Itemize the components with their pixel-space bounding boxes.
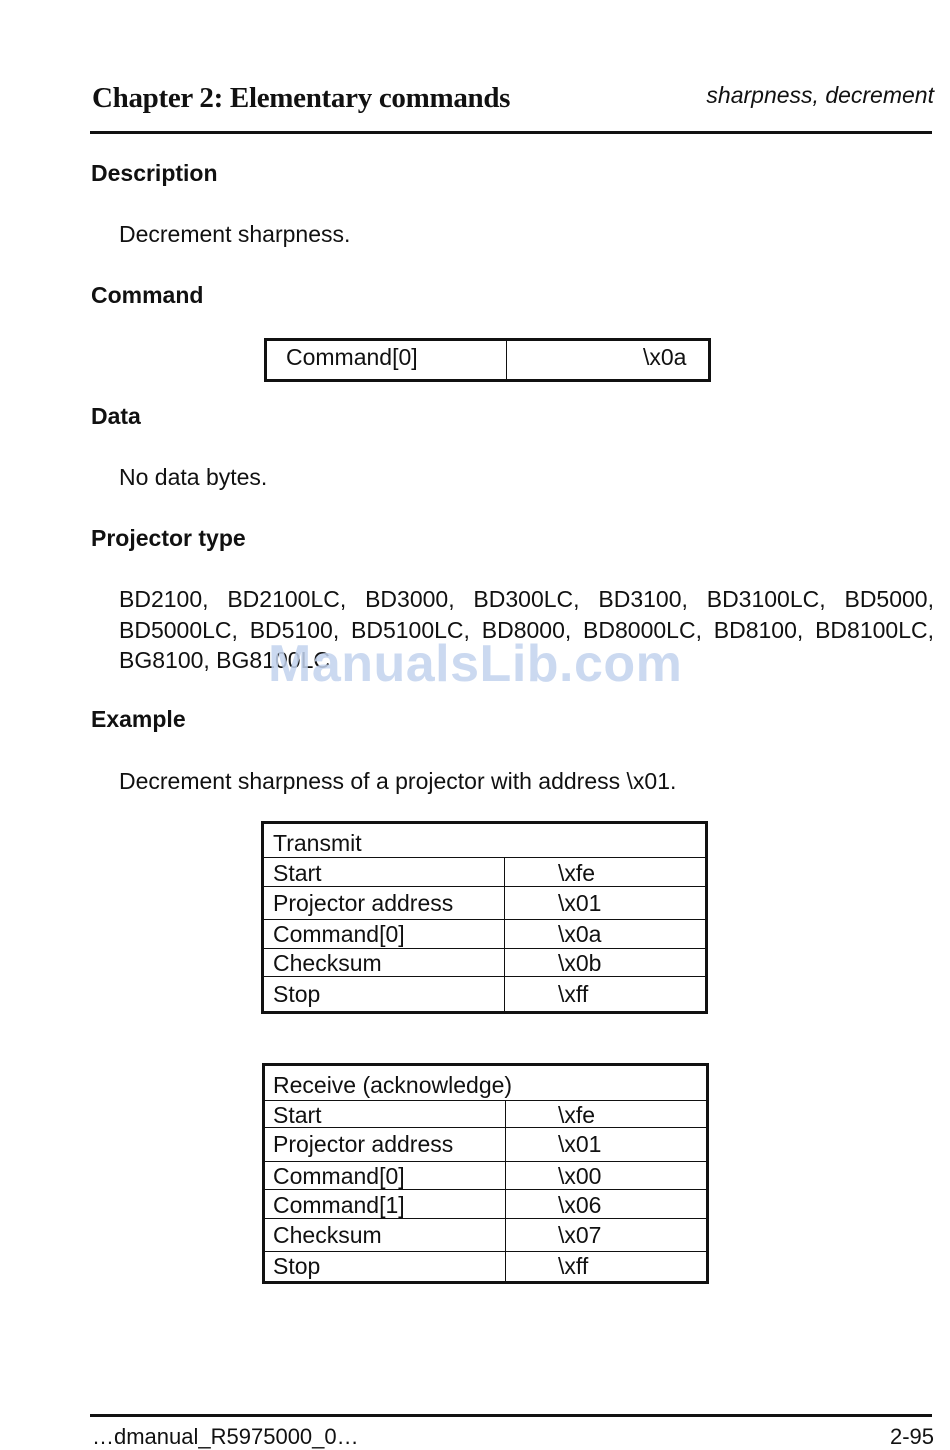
- receive-title: Receive (acknowledge): [273, 1072, 513, 1098]
- data-text: No data bytes.: [119, 464, 268, 490]
- row-separator: [265, 1161, 706, 1162]
- command-table-divider: [506, 341, 507, 379]
- table-row-label: Command[1]: [273, 1192, 405, 1218]
- command-table: [264, 338, 711, 382]
- watermark: ManualsLib.com: [268, 635, 683, 693]
- table-row-value: \x0a: [558, 921, 602, 947]
- row-separator: [265, 1100, 706, 1101]
- column-divider: [505, 1100, 506, 1281]
- footer-left: …dmanual_R5975000_0…: [92, 1424, 359, 1449]
- table-row-label: Checksum: [273, 1222, 382, 1248]
- table-row-label: Checksum: [273, 950, 382, 976]
- transmit-title: Transmit: [273, 830, 362, 856]
- table-row-value: \xfe: [558, 1102, 596, 1128]
- table-row-value: \x06: [558, 1192, 602, 1218]
- description-text: Decrement sharpness.: [119, 221, 351, 247]
- table-row-value: \xff: [558, 1253, 589, 1279]
- command-label: Command[0]: [286, 344, 418, 370]
- table-row-value: \x01: [558, 1131, 602, 1157]
- table-row-label: Stop: [273, 1253, 321, 1279]
- table-row-label: Command[0]: [273, 1163, 405, 1189]
- table-row-label: Command[0]: [273, 921, 405, 947]
- description-heading: Description: [91, 160, 218, 186]
- running-head: sharpness, decrement: [706, 82, 934, 108]
- table-row-label: Stop: [273, 981, 321, 1007]
- example-text: Decrement sharpness of a projector with address \x01.: [119, 768, 677, 794]
- transmit-table: [261, 821, 708, 1014]
- projector-type-list: BD2100, BD2100LC, BD3000, BD300LC, BD3100, BD3100LC, BD5000, BD5000LC, BD5100, BD5100LC, BD8000, BD8000LC, BD8100, BD8100LC, BG8100, BG8100LC: [119, 586, 934, 673]
- row-separator: [264, 919, 705, 920]
- table-row-label: Projector address: [273, 1131, 454, 1157]
- table-row-label: Start: [273, 1102, 322, 1128]
- table-row-value: \xfe: [558, 860, 596, 886]
- table-row-value: \x07: [558, 1222, 602, 1248]
- table-row-value: \x0b: [558, 950, 602, 976]
- table-row-value: \x01: [558, 890, 602, 916]
- projector-type-heading: Projector type: [91, 525, 246, 551]
- row-separator: [265, 1251, 706, 1252]
- receive-table: [262, 1063, 709, 1284]
- table-row-value: \xff: [558, 981, 589, 1007]
- data-heading: Data: [91, 403, 141, 429]
- command-value: \x0a: [643, 344, 687, 370]
- row-separator: [264, 857, 705, 858]
- row-separator: [264, 948, 705, 949]
- row-separator: [265, 1127, 706, 1128]
- header-rule: [90, 131, 932, 134]
- footer-rule: [90, 1414, 932, 1417]
- table-row-label: Start: [273, 860, 322, 886]
- example-heading: Example: [91, 706, 186, 732]
- column-divider: [504, 857, 505, 1011]
- page-number: 2-95: [889, 1424, 934, 1449]
- row-separator: [264, 886, 705, 887]
- table-row-value: \x00: [558, 1163, 602, 1189]
- table-row-label: Projector address: [273, 890, 454, 916]
- chapter-title: Chapter 2: Elementary commands: [92, 82, 511, 114]
- command-heading: Command: [91, 282, 204, 308]
